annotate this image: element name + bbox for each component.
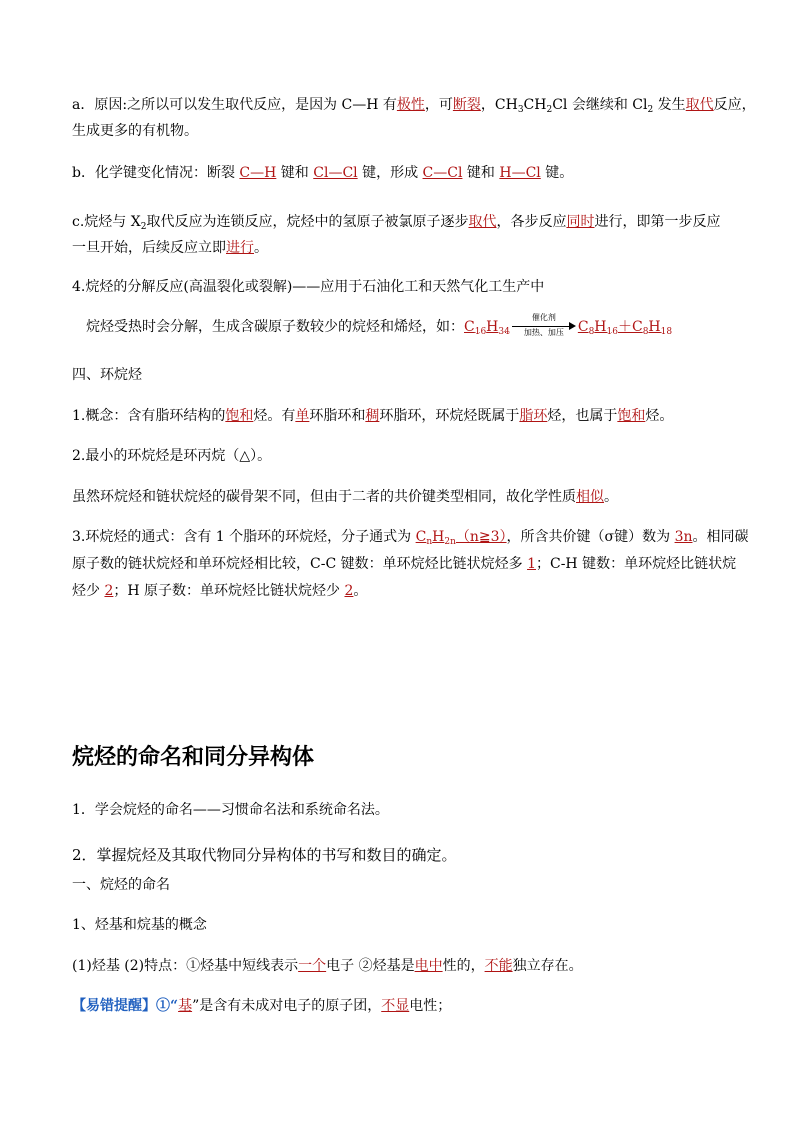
text: 性的， xyxy=(442,958,485,974)
text: 烃。有 xyxy=(253,408,296,424)
text: a．原因:之所以可以发生取代反应，是因为 C—H 有 xyxy=(72,97,397,113)
text: 。 xyxy=(604,489,618,505)
general-formula-line2 xyxy=(72,551,744,577)
text: ，所含共价键（σ键）数为 xyxy=(506,529,675,545)
text: 烃少 xyxy=(72,583,105,599)
answer-blank: 1 xyxy=(527,556,536,572)
text: b．化学键变化情况：断裂 xyxy=(72,165,240,181)
property-note-line xyxy=(72,484,744,510)
condition-label: 加热、加压 xyxy=(523,328,564,337)
text: 。 xyxy=(254,240,268,256)
text: 键，形成 xyxy=(357,165,423,181)
naming-heading: 一、烷烃的命名 xyxy=(72,877,170,893)
section-title: 烷烃的命名和同分异构体 xyxy=(72,745,315,770)
text: 键和 xyxy=(462,165,500,181)
text: ①“ xyxy=(156,998,179,1014)
text: 环脂环和 xyxy=(309,408,366,424)
text: 电性； xyxy=(409,998,452,1014)
answer-blank: 电中 xyxy=(414,958,443,974)
hydrocarbyl-feature-line xyxy=(72,953,744,979)
answer-blank: C—H xyxy=(239,165,277,181)
answer-blank: 2 xyxy=(104,583,114,599)
answer-blank: 一个 xyxy=(298,958,327,974)
text: 进行，即第一步反应 xyxy=(594,214,721,230)
answer-blank: 基 xyxy=(178,998,193,1014)
general-formula: $C_nH_{2n}(n≧3)$ xyxy=(415,529,507,547)
text: 独立存在。 xyxy=(512,958,583,974)
smallest-cycloalkane-line: 2.最小的环烷烃是环丙烷（△）。 xyxy=(72,448,272,464)
answer-blank: 稠 xyxy=(365,408,380,424)
answer-blank: 同时 xyxy=(566,214,595,230)
answer-blank: 饱和 xyxy=(617,408,646,424)
reaction-arrow xyxy=(512,315,576,339)
text: ；H 原子数：单环烷烃比链状烷烃少 xyxy=(113,583,345,599)
catalyst-label: 催化剂 xyxy=(531,313,556,322)
text: c.烷烃与 X xyxy=(72,214,141,230)
text: 电子 ②烃基是 xyxy=(326,958,415,974)
text: Cl 会继续和 Cl xyxy=(552,97,648,113)
products: $C_8H_{16}+C_8H_{18}$ xyxy=(577,319,673,337)
text: CH xyxy=(523,97,547,113)
text: 一旦开始，后续反应立即 xyxy=(72,240,226,256)
text: 发生 xyxy=(653,97,686,113)
text: 。相同碳 xyxy=(692,529,749,545)
answer-blank: 2 xyxy=(344,583,354,599)
text: (1)烃基 (2)特点：①烃基中短线表示 xyxy=(72,958,299,974)
answer-blank: 不能 xyxy=(484,958,513,974)
goal-2: 2．掌握烷烃及其取代物同分异构体的书写和数目的确定。 xyxy=(72,846,457,864)
text: ；C-H 键数：单环烷烃比链状烷 xyxy=(535,556,737,572)
cracking-equation-line xyxy=(86,314,744,345)
text: 原子数的链状烷烃和单环烷烃相比较，C-C 键数：单环烷烃比链状烷烃多 xyxy=(72,556,528,572)
goal-1: 1．学会烷烃的命名——习惯命名法和系统命名法。 xyxy=(72,802,389,818)
text: 虽然环烷烃和链状烷烃的碳骨架不同，但由于二者的共价键类型相同，故化学性质 xyxy=(72,489,576,505)
answer-blank: 取代 xyxy=(685,97,714,113)
text: ，CH xyxy=(480,97,518,113)
answer-blank: 取代 xyxy=(468,214,497,230)
text: ，可 xyxy=(424,97,453,113)
answer-blank: 相似 xyxy=(576,489,604,505)
text: 1.概念：含有脂环结构的 xyxy=(72,408,226,424)
text: 。 xyxy=(353,583,368,599)
answer-blank: H—Cl xyxy=(499,165,541,181)
text: ，各步反应 xyxy=(496,214,567,230)
general-formula-line3 xyxy=(72,578,744,604)
error-tip-line xyxy=(72,993,744,1019)
answer-blank: 极性 xyxy=(396,97,425,113)
subscript: 2 xyxy=(546,105,553,115)
answer-blank: 3n xyxy=(674,529,693,545)
text: 反应， xyxy=(713,97,756,113)
text: 取代反应为连锁反应，烷烃中的氢原子被氯原子逐步 xyxy=(146,214,469,230)
answer-blank: 进行 xyxy=(226,240,254,256)
text: 烃。 xyxy=(645,408,674,424)
paragraph-b xyxy=(72,160,744,186)
naming-subheading: 1、烃基和烷基的概念 xyxy=(72,917,207,933)
concept-line xyxy=(72,403,744,429)
subscript: 2 xyxy=(140,222,147,232)
paragraph-c-line2 xyxy=(72,235,744,261)
answer-blank: 不显 xyxy=(381,998,410,1014)
answer-blank: C—Cl xyxy=(422,165,463,181)
section-4-heading: 4.烷烃的分解反应(高温裂化或裂解)——应用于石油化工和天然气化工生产中 xyxy=(72,279,545,295)
answer-blank: 单 xyxy=(295,408,310,424)
answer-blank: Cl—Cl xyxy=(313,165,358,181)
answer-blank: 脂环 xyxy=(519,408,548,424)
text: 烷烃受热时会分解，生成含碳原子数较少的烷烃和烯烃，如： xyxy=(86,319,464,335)
text: 3.环烷烃的通式：含有 1 个脂环的环烷烃，分子通式为 xyxy=(72,529,416,545)
section-cycloalkane-heading: 四、环烷烃 xyxy=(72,367,142,383)
answer-blank: 饱和 xyxy=(225,408,254,424)
tip-label: 【易错提醒】 xyxy=(72,998,156,1014)
text: 键。 xyxy=(540,165,574,181)
paragraph-a-line2: 生成更多的有机物。 xyxy=(72,123,198,139)
text: 键和 xyxy=(276,165,314,181)
reactant: $C_{16}H_{34}$ xyxy=(464,319,510,337)
subscript: 2 xyxy=(647,105,654,115)
text: ”是含有未成对电子的原子团， xyxy=(192,998,382,1014)
subscript: 3 xyxy=(517,105,524,115)
text: 烃，也属于 xyxy=(547,408,618,424)
text: 环脂环，环烷烃既属于 xyxy=(379,408,520,424)
answer-blank: 断裂 xyxy=(452,97,481,113)
